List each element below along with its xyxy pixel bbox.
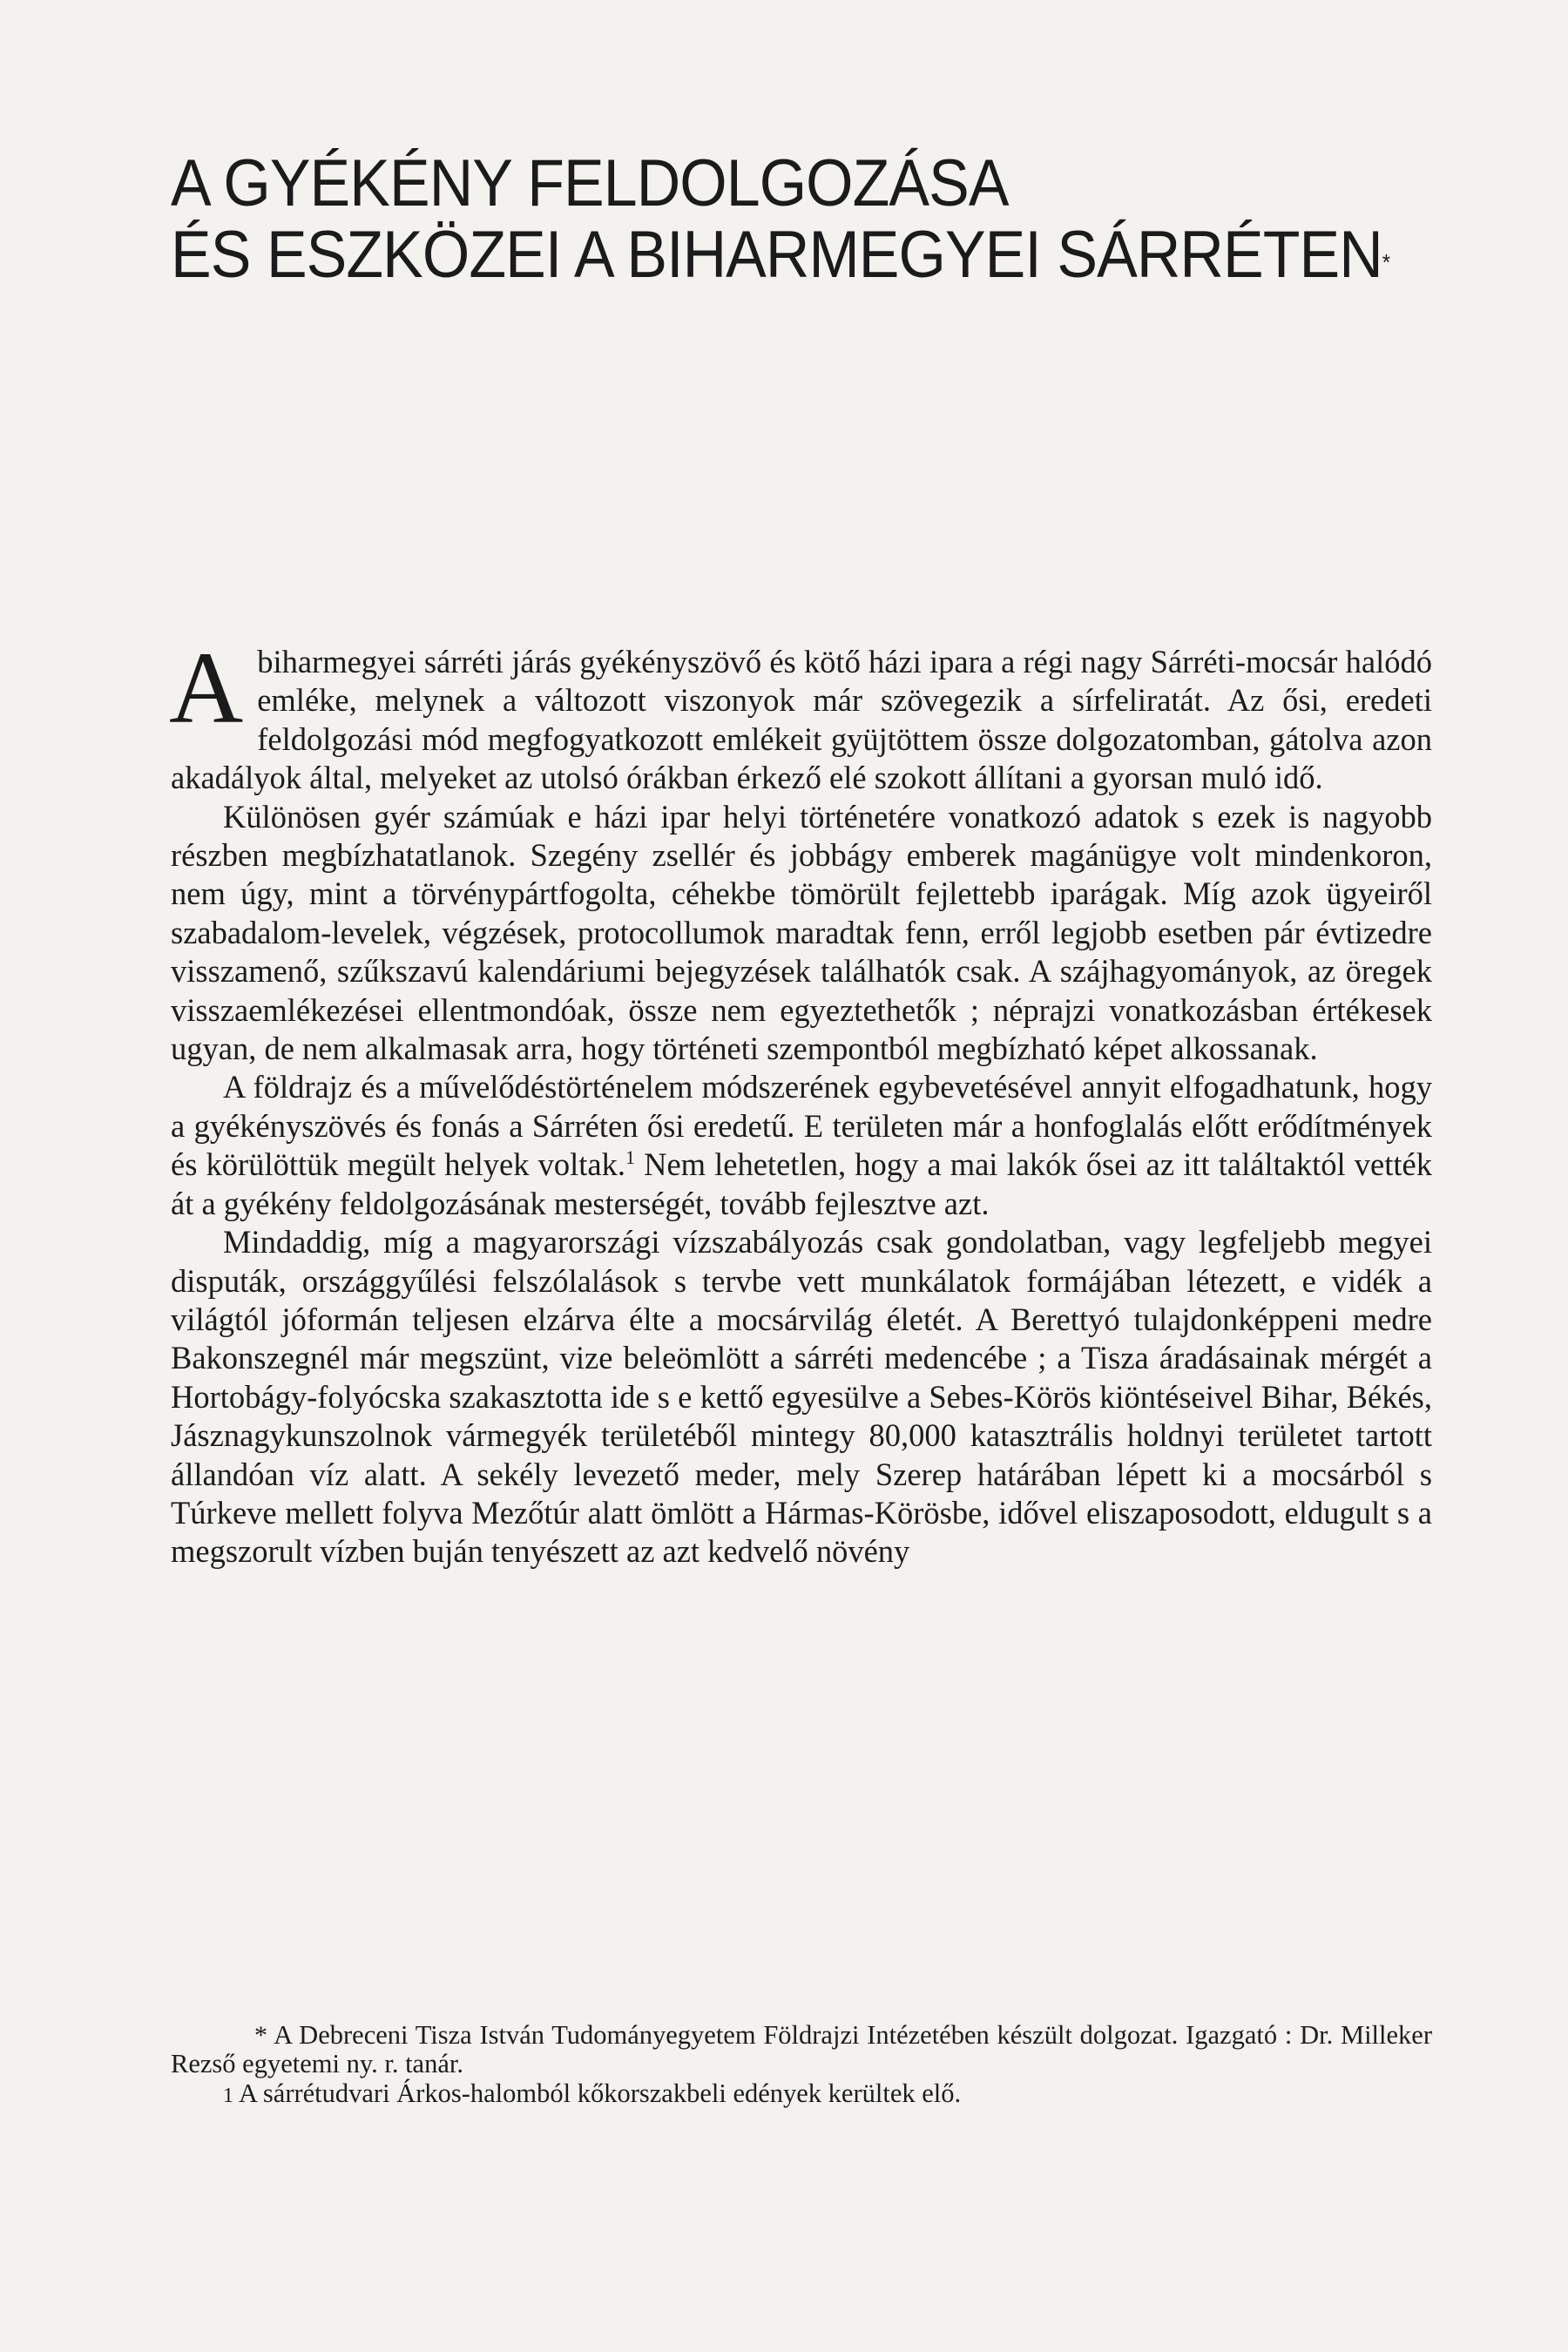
footnote-reference-1: 1 — [625, 1146, 635, 1169]
footnote-star-text: A Debreceni Tisza István Tudományegyetem Földrajzi Intézetében készült dolgozat. Igazgató : Dr. Milleker Rezső egyetemi ny. r. tanár. — [171, 2020, 1432, 2078]
title-line-2-text: ÉS ESZKÖZEI A BIHARMEGYEI SÁRRÉTEN — [171, 218, 1382, 292]
footnote-1-text: A sárrétudvari Árkos-halomból kőkorszakbeli edények kerültek elő. — [233, 2078, 962, 2108]
article-title — [171, 146, 1390, 292]
title-line-1: A GYÉKÉNY FELDOLGOZÁSA — [171, 146, 1009, 220]
paragraph-1-text: biharmegyei sárréti járás gyékényszövő és kötő házi ipara a régi nagy Sárréti-mocsár halódó emléke, melynek a változott viszonyok már szövegezik a sírfeliratát. Az ősi, eredeti feldolgozási mód megfogyatkozott emlékeit gyüjtöttem össze dolgozatomban, gátolva azon akadályok által, melyeket az utolsó órákban érkező elé szokott állítani a gyorsan muló idő. — [171, 644, 1432, 796]
paragraph-4: Mindaddig, míg a magyarországi vízszabályozás csak gondolatban, vagy legfeljebb megyei disputák, országgyűlési felszólalások s tervbe vett munkálatok formájában létezett, e vidék a világtól jóformán teljesen elzárva élte a mocsárvilág életét. A Berettyó tulajdonképpeni medre Bakonszegnél már megszünt, vize beleömlött a sárréti medencébe ; a Tisza áradásainak mérgét a Hortobágy-folyócska szakasztotta ide s e kettő egyesülve a Sebes-Körös kiöntéseivel Bihar, Békés, Jásznagykunszolnok vármegyék területéből mintegy 80,000 katasztrális holdnyi területet tartott állandóan víz alatt. A sekély levezető meder, mely Szerep határában lépett ki a mocsárból s Túrkeve mellett folyva Mezőtúr alatt ömlött a Hármas-Körösbe, idővel eliszaposodott, eldugult s a megszorult vízben buján tenyészett az azt kedvelő növény — [171, 1224, 1432, 1570]
paragraph-3-text: A földrajz és a művelődéstörténelem módszerének egybevetésével annyit elfogadhatunk, hogy a gyékényszövés és fonás a Sárréten ősi eredetű. E területen már a honfoglalás előtt erődítmények és körülöttük megült helyek voltak. — [171, 1069, 1432, 1183]
article-body — [169, 631, 1432, 1571]
paragraph-1 — [169, 631, 1432, 798]
footnote-1-mark: 1 — [223, 2085, 233, 2107]
footnotes — [171, 2021, 1432, 2111]
paragraph-3-text-cont: Nem lehetetlen, hogy a mai lakók ősei az itt találtaktól vették át a gyékény feldolgozásának mesterségét, tovább fejlesztve azt. — [171, 1146, 1432, 1221]
footnote-star-mark: * — [254, 2021, 267, 2050]
drop-cap: A — [169, 631, 244, 745]
paragraph-3 — [171, 1068, 1432, 1223]
paragraph-2: Különösen gyér számúak e házi ipar helyi történetére vonatkozó adatok s ezek is nagyobb részben megbízhatatlanok. Szegény zsellér és jobbágy emberek magánügye volt mindenkoron, nem úgy, mint a törvénypártfogolta, céhekbe tömörült fejlettebb iparágak. Míg azok ügyeiről szabadalom-levelek, végzések, protocollumok maradtak fenn, erről legjobb esetben pár évtizedre visszamenő, szűkszavú kalendáriumi bejegyzések találhatók csak. A szájhagyományok, az öregek visszaemlékezései ellentmondóak, össze nem egyeztethetők ; néprajzi vonatkozásban értékesek ugyan, de nem alkalmasak arra, hogy történeti szempontból megbízható képet alkossanak. — [171, 798, 1432, 1067]
footnote-star — [171, 2021, 1432, 2078]
title-line-2 — [171, 218, 1390, 292]
page — [169, 146, 1432, 2108]
footnote-1 — [171, 2079, 1432, 2111]
title-footnote-marker: * — [1382, 249, 1390, 275]
